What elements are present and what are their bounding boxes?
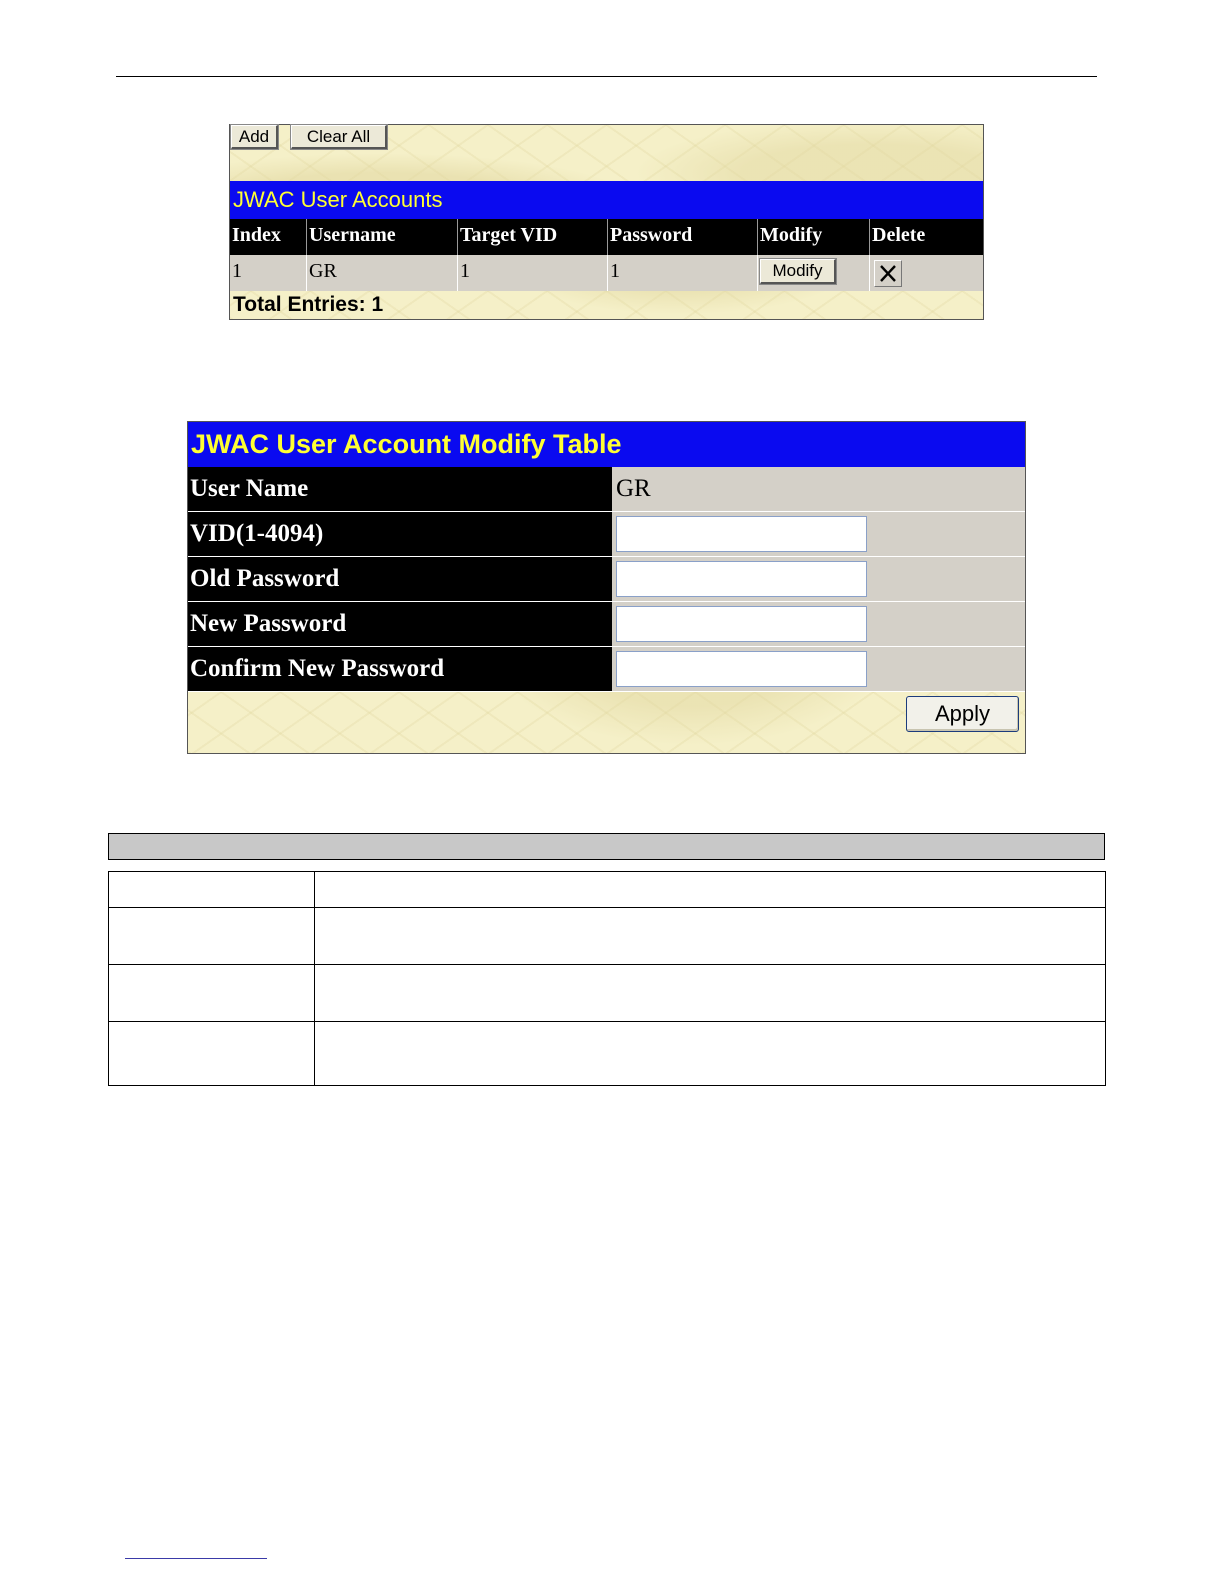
new-password-row (188, 602, 1025, 647)
modify-table-title: JWAC User Account Modify Table (188, 422, 1025, 467)
column-header-target-vid: Target VID (458, 219, 608, 255)
jwac-user-account-modify-panel (187, 421, 1026, 754)
doc-table-divider (314, 1022, 315, 1085)
old-password-label: Old Password (188, 557, 612, 602)
new-password-input[interactable] (616, 606, 867, 642)
column-header-password: Password (608, 219, 758, 255)
doc-table-row (109, 872, 1105, 908)
vid-label: VID(1-4094) (188, 512, 612, 557)
x-delete-icon-glyph (875, 261, 901, 286)
column-header-modify: Modify (758, 219, 870, 255)
footer-rule (125, 1558, 267, 1559)
doc-table-row (109, 965, 1105, 1022)
old-password-input[interactable] (616, 561, 867, 597)
row-modify-cell (758, 255, 870, 291)
modify-button[interactable]: Modify (760, 259, 836, 284)
doc-parameter-table (108, 871, 1106, 1086)
doc-table-divider (314, 872, 315, 907)
doc-table-divider (314, 965, 315, 1021)
header-rule (116, 76, 1097, 77)
confirm-password-label: Confirm New Password (188, 647, 612, 692)
user-name-value-cell (612, 467, 1025, 512)
row-delete-cell (870, 255, 983, 291)
accounts-table-header (230, 219, 983, 255)
total-entries-text: Total Entries: 1 (233, 293, 384, 316)
vid-input[interactable] (616, 516, 867, 552)
clear-all-button[interactable]: Clear All (291, 125, 387, 149)
doc-table-row (109, 908, 1105, 965)
user-name-value: GR (616, 475, 651, 502)
confirm-password-value-cell (612, 647, 1025, 692)
column-header-index: Index (230, 219, 307, 255)
row-username: GR (307, 255, 458, 291)
row-index: 1 (230, 255, 307, 291)
new-password-label: New Password (188, 602, 612, 647)
user-name-label: User Name (188, 467, 612, 512)
jwac-user-accounts-panel (229, 124, 984, 320)
doc-table-row (109, 1022, 1105, 1085)
apply-button[interactable]: Apply (906, 696, 1019, 732)
confirm-password-input[interactable] (616, 651, 867, 687)
vid-value-cell (612, 512, 1025, 557)
row-password: 1 (608, 255, 758, 291)
add-button[interactable]: Add (231, 125, 278, 149)
old-password-value-cell (612, 557, 1025, 602)
vid-row (188, 512, 1025, 557)
column-header-delete: Delete (872, 224, 926, 246)
confirm-password-row (188, 647, 1025, 692)
old-password-row (188, 557, 1025, 602)
accounts-table-title: JWAC User Accounts (230, 181, 983, 219)
doc-table-divider (314, 908, 315, 964)
x-delete-icon[interactable] (874, 260, 902, 287)
column-header-username: Username (307, 219, 458, 255)
table-row (230, 255, 983, 291)
doc-table-header (108, 833, 1105, 860)
row-target-vid: 1 (458, 255, 608, 291)
new-password-value-cell (612, 602, 1025, 647)
user-name-row (188, 467, 1025, 512)
